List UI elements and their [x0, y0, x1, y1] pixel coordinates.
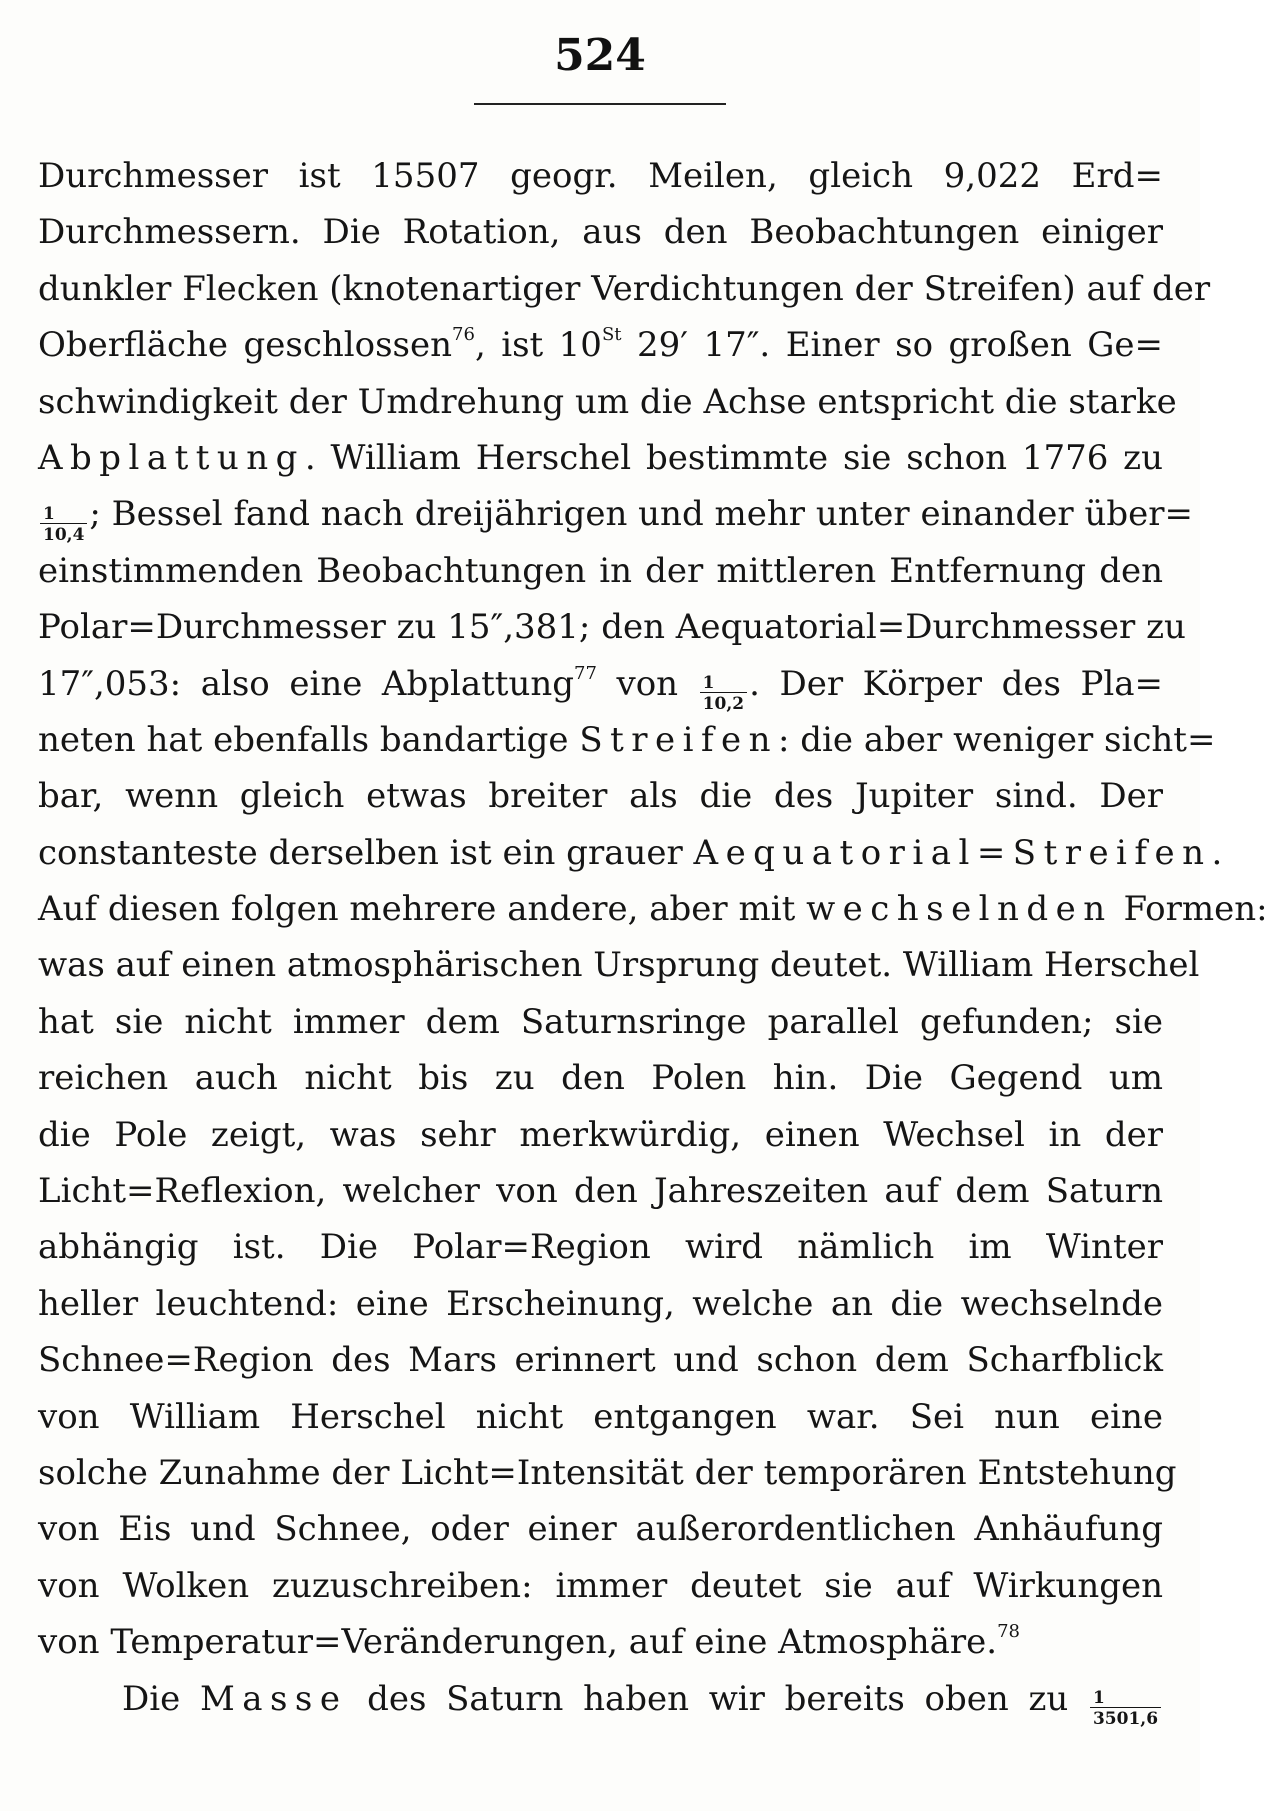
spaced-term: wechselnden	[806, 889, 1113, 930]
text-line: Polar=Durchmesser zu 15″,381; den Aequatorial=Durchmesser zu	[38, 607, 1186, 648]
text-line: reichen auch nicht bis zu den Polen hin. Die Gegend um	[38, 1058, 1163, 1099]
footnote-marker: 76	[452, 323, 475, 345]
text-line: von Eis und Schnee, oder einer außerordentlichen Anhäufung	[38, 1509, 1163, 1550]
text-line: $\frac{1}{10,4}$ ; Bessel fand nach dreijährigen und mehr unter einander über=	[38, 486, 1163, 542]
text-line: Durchmesser ist 15507 geogr. Meilen, gleich 9,022 Erd=	[38, 156, 1163, 196]
text-line: Die Masse des Saturn haben wir bereits oben zu $\frac{1}{3501,6}$	[38, 1671, 1163, 1727]
text-line: die Pole zeigt, was sehr merkwürdig, einen Wechsel in der	[38, 1114, 1163, 1155]
fraction: $\frac{1}{10,2}$	[700, 675, 747, 713]
text-line: schwindigkeit der Umdrehung um die Achse entspricht die starke	[38, 381, 1177, 422]
spaced-term: Masse	[199, 1678, 348, 1719]
spaced-term: Streifen	[579, 719, 779, 760]
text-line: hat sie nicht immer dem Saturnsringe parallel gefunden; sie	[38, 1001, 1163, 1042]
spaced-term: Abplattung	[38, 437, 305, 478]
text-line: solche Zunahme der Licht=Intensität der temporären Entstehung	[38, 1452, 1177, 1493]
text-line: 17″,053: also eine Abplattung$^{77}$ von $\frac{1}{10,2}$ . Der Körper des Pla=	[38, 662, 1163, 714]
text-line: neten hat ebenfalls bandartige Streifen: die aber weniger sicht=	[38, 719, 1216, 760]
hours-unit: St	[601, 323, 622, 345]
text-line: von William Herschel nicht entgangen war. Sei nun eine	[38, 1396, 1163, 1437]
page-number: 524	[554, 30, 646, 81]
text-line: Oberfläche geschlossen$^{76}$, ist 10St 29′ 17″. Einer so großen Ge=	[38, 323, 1163, 366]
body-text	[38, 148, 1268, 1729]
fraction: $\frac{1}{3501,6}$	[1090, 1690, 1161, 1728]
text-line: Auf diesen folgen mehrere andere, aber mit wechselnden Formen:	[38, 889, 1268, 930]
text-line: einstimmenden Beobachtungen in der mittleren Entfernung den	[38, 550, 1163, 591]
header-rule	[474, 103, 726, 105]
text-line: abhängig ist. Die Polar=Region wird nämlich im Winter	[38, 1227, 1163, 1268]
text-line: bar, wenn gleich etwas breiter als die des Jupiter sind. Der	[38, 776, 1163, 817]
fraction: $\frac{1}{10,4}$	[40, 506, 87, 544]
text-line: von Temperatur=Veränderungen, auf eine Atmosphäre.$^{78}$	[38, 1620, 1020, 1663]
text-line: dunkler Flecken (knotenartiger Verdichtungen der Streifen) auf der	[38, 268, 1211, 309]
text-line: Schnee=Region des Mars erinnert und schon dem Scharfblick	[38, 1340, 1163, 1381]
text-line: von Wolken zuzuschreiben: immer deutet sie auf Wirkungen	[38, 1565, 1163, 1606]
footnote-marker: 77	[574, 662, 597, 684]
text-line: Abplattung. William Herschel bestimmte sie schon 1776 zu	[38, 437, 1163, 478]
text-line: was auf einen atmosphärischen Ursprung deutet. William Herschel	[38, 945, 1200, 986]
text-line: Durchmessern. Die Rotation, aus den Beobachtungen einiger	[38, 212, 1163, 253]
spaced-term: Aequatorial=Streifen	[693, 832, 1212, 873]
text-line: Licht=Reflexion, welcher von den Jahreszeiten auf dem Saturn	[38, 1171, 1163, 1212]
footnote-marker: 78	[997, 1620, 1020, 1642]
text-line: heller leuchtend: eine Erscheinung, welche an die wechselnde	[38, 1283, 1163, 1324]
text-line: constanteste derselben ist ein grauer Aequatorial=Streifen.	[38, 832, 1223, 873]
